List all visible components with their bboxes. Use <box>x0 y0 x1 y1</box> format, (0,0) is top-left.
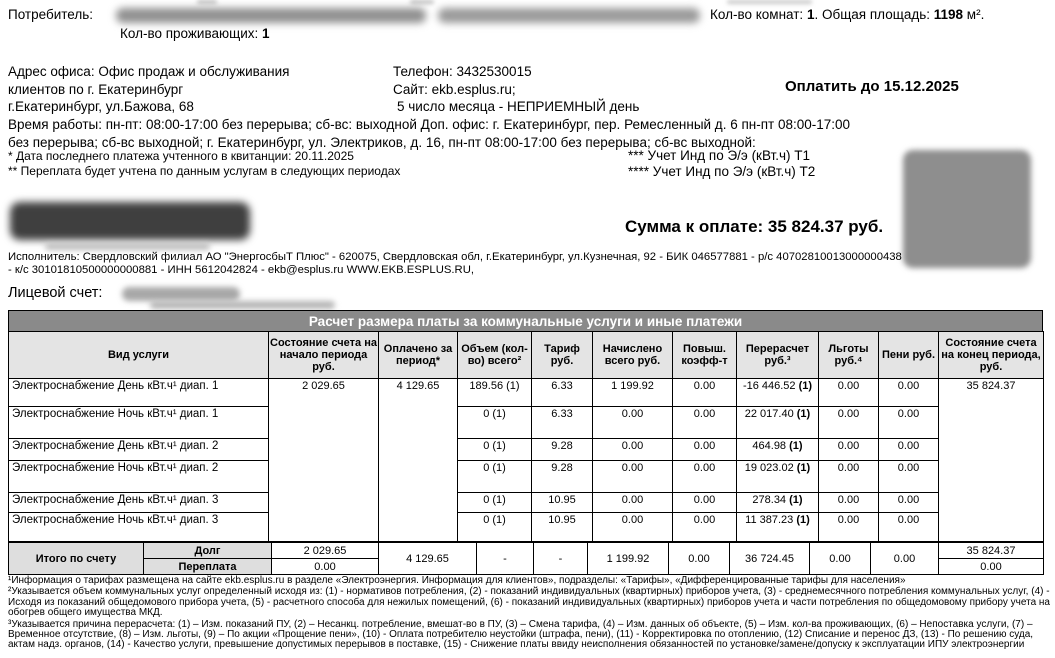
sum-due: Сумма к оплате: 35 824.37 руб. <box>625 217 884 236</box>
recalc-cell <box>737 461 819 493</box>
consumer-name-redacted-2 <box>438 8 700 23</box>
recalc-value: -16 446.52 <box>742 380 796 392</box>
total-area: 1198 <box>933 7 964 22</box>
benefits-cell: 0.00 <box>819 379 879 407</box>
volume-cell: 0 (1) <box>458 407 532 439</box>
volume-cell: 0 (1) <box>458 439 532 461</box>
recalc-cell <box>737 407 819 439</box>
benefits-cell: 0.00 <box>819 439 879 461</box>
debt-value: 2 029.65 <box>272 543 379 559</box>
recalc-reason-code: (1) <box>796 514 810 526</box>
totals-penalty: 0.00 <box>871 543 939 575</box>
office-address-line2: клиентов по г. Екатеринбург <box>8 81 184 97</box>
totals-coeff: 0.00 <box>669 543 730 575</box>
office-phone: Телефон: 3432530015 <box>393 64 532 79</box>
redacted-fragment <box>410 0 434 4</box>
executor-line2: - к/с 30101810500000000881 - ИНН 5612042824 - ekb@esplus.ru WWW.EKB.ESPLUS.RU, <box>8 264 474 276</box>
penalty-cell: 0.00 <box>879 493 939 513</box>
recalc-value: 22 017.40 <box>744 408 794 420</box>
accrued-cell: 0.00 <box>593 439 673 461</box>
account-number-redacted <box>122 287 240 301</box>
barcode-caption-redacted <box>45 243 210 250</box>
col-header-end-balance: Состояние счета на конец периода, руб. <box>939 332 1044 379</box>
accrued-cell: 1 199.92 <box>593 379 673 407</box>
service-name-cell: Электроснабжение Ночь кВт.ч¹ диап. 3 <box>9 513 269 542</box>
tariff-cell: 10.95 <box>532 513 593 542</box>
end-balance-cell: 35 824.37 <box>939 379 1044 542</box>
office-address-line1: Адрес офиса: Офис продаж и обслуживания <box>8 64 290 79</box>
executor-info <box>8 251 1048 277</box>
tariff-cell: 6.33 <box>532 379 593 407</box>
pay-due-date: Оплатить до 15.12.2025 <box>785 78 959 95</box>
area-label: . Общая площадь: <box>814 7 934 22</box>
benefits-cell: 0.00 <box>819 461 879 493</box>
totals-label: Итого по счету <box>9 543 144 575</box>
accrued-cell: 0.00 <box>593 493 673 513</box>
redacted-fragment-2 <box>150 301 335 309</box>
totals-row-debt <box>9 543 1044 559</box>
office-address-line3: г.Екатеринбург, ул.Бажова, 68 <box>8 99 194 114</box>
note-overpayment: ** Переплата будет учтена по данным услугам в следующих периодах <box>8 164 401 178</box>
totals-accrued: 1 199.92 <box>588 543 669 575</box>
recalc-cell <box>737 513 819 542</box>
recalc-reason-code: (1) <box>796 462 811 474</box>
nonreception-day: 5 число месяца - НЕПРИЕМНЫЙ день <box>397 99 640 114</box>
benefits-cell: 0.00 <box>819 493 879 513</box>
residents-info <box>120 25 270 43</box>
coeff-cell: 0.00 <box>673 439 737 461</box>
col-header-coeff: Повыш. коэфф-т <box>673 332 737 379</box>
footnote-3: ³Указывается причина перерасчета: (1) – Изм. показаний ПУ, (2) – Несанкц. потребление, вмешат-во в ПУ, (3) – Смена тарифа, (4) – Изм. данных об объекте, (5) – Изм. кол-ва проживающих, (6) – Непоставка услуги, (7) – Временное отсутствие, (8) – Изм. льготы, (9) – По акции «Прощение пени», (10) - Оплата потребителю неустойки (штрафа, пени), (11) - Корректировка по отоплению, (12) Списание и перенос ДЗ, (13) - По решению суда, актам надз. органов, (14) - Качество услуги, превышение допустимых перерывов в поставке, (15) - Снижение платы ввиду неисполнения обязанностей по установке/замене/допуску к эксплуатации ИПУ электроэнергии <box>8 618 1034 651</box>
recalc-reason-code: (1) <box>789 494 803 506</box>
rooms-label: Кол-во комнат: <box>710 7 807 22</box>
residents-label: Кол-во проживающих: <box>120 26 263 41</box>
penalty-cell: 0.00 <box>879 379 939 407</box>
penalty-cell: 0.00 <box>879 461 939 493</box>
col-header-benefits: Льготы руб.⁴ <box>819 332 879 379</box>
overpayment-label: Переплата <box>144 559 272 575</box>
recalc-value: 278.34 <box>752 494 787 506</box>
working-hours <box>8 116 1048 151</box>
office-contacts <box>393 63 639 116</box>
recalc-reason-code: (1) <box>789 440 803 452</box>
recalc-cell <box>737 493 819 513</box>
note-last-payment: * Дата последнего платежа учтенного в квитанции: 20.11.2025 <box>8 149 354 163</box>
service-row <box>9 513 1044 542</box>
recalc-cell <box>737 439 819 461</box>
col-header-penalty: Пени руб. <box>879 332 939 379</box>
recalc-value: 19 023.02 <box>744 462 794 474</box>
service-row <box>9 379 1044 407</box>
service-name-cell: Электроснабжение День кВт.ч¹ диап. 1 <box>9 379 269 407</box>
paid-cell: 4 129.65 <box>379 379 458 542</box>
table-title: Расчет размера платы за коммунальные услуги и иные платежи <box>8 310 1043 331</box>
charges-main-table <box>8 331 1044 542</box>
charges-totals-table <box>8 542 1044 575</box>
coeff-cell: 0.00 <box>673 407 737 439</box>
table-header-row <box>9 332 1044 379</box>
redacted-fragment <box>197 0 217 4</box>
volume-cell: 0 (1) <box>458 513 532 542</box>
rooms-area-info <box>710 6 984 24</box>
totals-tariff: - <box>534 543 588 575</box>
office-site: Сайт: ekb.esplus.ru; <box>393 81 516 97</box>
rooms-count: 1 <box>806 7 815 22</box>
service-name-cell: Электроснабжение День кВт.ч¹ диап. 2 <box>9 439 269 461</box>
volume-cell: 189.56 (1) <box>458 379 532 407</box>
note-t1: *** Учет Инд по Э/э (кВт.ч) Т1 <box>628 148 810 163</box>
tariff-cell: 9.28 <box>532 439 593 461</box>
totals-end-balance-overpay: 0.00 <box>939 559 1044 575</box>
accrued-cell: 0.00 <box>593 461 673 493</box>
charges-table <box>8 310 1043 575</box>
col-header-paid: Оплачено за период* <box>379 332 458 379</box>
penalty-cell: 0.00 <box>879 407 939 439</box>
col-header-tariff: Тариф руб. <box>532 332 593 379</box>
recalc-value: 11 387.23 <box>745 514 794 526</box>
consumer-name-redacted <box>116 8 426 23</box>
tariff-cell: 9.28 <box>532 461 593 493</box>
tariff-cell: 6.33 <box>532 407 593 439</box>
totals-recalc: 36 724.45 <box>730 543 810 575</box>
recalc-reason-code: (1) <box>796 408 811 420</box>
recalc-reason-code: (1) <box>798 380 813 392</box>
col-header-start-balance: Состояние счета на начало периода руб. <box>269 332 379 379</box>
penalty-cell: 0.00 <box>879 439 939 461</box>
overpayment-value: 0.00 <box>272 559 379 575</box>
col-header-service: Вид услуги <box>9 332 269 379</box>
service-row <box>9 407 1044 439</box>
service-name-cell: Электроснабжение Ночь кВт.ч¹ диап. 2 <box>9 461 269 493</box>
recalc-cell <box>737 379 819 407</box>
executor-line1: Исполнитель: Свердловский филиал АО "ЭнергосбыТ Плюс" - 620075, Свердловская обл, г.Екатеринбург, ул.Кузнечная, 92 - БИК 046577881 - р/с 40702810013000000438 <box>8 251 902 263</box>
footnote-1: ¹Информация о тарифах размещена на сайте ekb.esplus.ru в разделе «Электроэнергия. Информация для клиентов», подразделы: «Тарифы», «Дифференцированные тарифы для населения» <box>8 575 906 586</box>
tariff-cell: 10.95 <box>532 493 593 513</box>
debt-label: Долг <box>144 543 272 559</box>
account-label: Лицевой счет: <box>8 285 103 301</box>
service-row <box>9 493 1044 513</box>
working-hours-line1: Время работы: пн-пт: 08:00-17:00 без перерыва; сб-вс: выходной Доп. офис: г. Екатеринбург, пер. Ремесленный д. 6 пн-пт 08:00-17:00 <box>8 117 851 132</box>
footnotes <box>8 576 1050 652</box>
footnote-2: ²Указывается объем коммунальных услуг определенный исходя из: (1) - нормативов потребления, (2) - показаний индивидуальных (квартирных) приборов учета, (3) - среднемесячного потребления коммунальных услуг, (4) - Исходя из показаний общедомового прибора учета, (5) - расчетного способа для нежилых помещений, (6) - показаний индивидуальных (квартирных) приборов учета и части потребления по общедомовому прибору учета на обогрев общего имущества МКД. <box>8 586 1050 619</box>
benefits-cell: 0.00 <box>819 407 879 439</box>
accrued-cell: 0.00 <box>593 407 673 439</box>
redacted-fragment <box>727 0 812 4</box>
penalty-cell: 0.00 <box>879 513 939 542</box>
area-unit: м². <box>963 7 985 22</box>
consumer-label: Потребитель: <box>8 7 93 22</box>
benefits-cell: 0.00 <box>819 513 879 542</box>
recalc-value: 464.98 <box>752 440 787 452</box>
start-balance-cell: 2 029.65 <box>269 379 379 542</box>
barcode <box>10 202 250 240</box>
note-t2: **** Учет Инд по Э/э (кВт.ч) Т2 <box>628 164 816 179</box>
service-name-cell: Электроснабжение День кВт.ч¹ диап. 3 <box>9 493 269 513</box>
col-header-recalc: Перерасчет руб.³ <box>737 332 819 379</box>
totals-benefits: 0.00 <box>810 543 871 575</box>
totals-paid: 4 129.65 <box>379 543 477 575</box>
service-name-cell: Электроснабжение Ночь кВт.ч¹ диап. 1 <box>9 407 269 439</box>
office-address <box>8 63 289 116</box>
service-row <box>9 461 1044 493</box>
coeff-cell: 0.00 <box>673 513 737 542</box>
col-header-volume: Объем (кол-во) всего² <box>458 332 532 379</box>
col-header-accrued: Начислено всего руб. <box>593 332 673 379</box>
volume-cell: 0 (1) <box>458 493 532 513</box>
totals-volume: - <box>477 543 534 575</box>
coeff-cell: 0.00 <box>673 379 737 407</box>
service-row <box>9 439 1044 461</box>
accrued-cell: 0.00 <box>593 513 673 542</box>
totals-end-balance: 35 824.37 <box>939 543 1044 559</box>
coeff-cell: 0.00 <box>673 461 737 493</box>
volume-cell: 0 (1) <box>458 461 532 493</box>
residents-count: 1 <box>262 26 270 41</box>
coeff-cell: 0.00 <box>673 493 737 513</box>
working-hours-line2: без перерыва; сб-вс выходной; г. Екатеринбург, ул. Электриков, д. 16, пн-пт 08:00-17:00 без перерыва; сб-вс выходной: <box>8 134 756 150</box>
